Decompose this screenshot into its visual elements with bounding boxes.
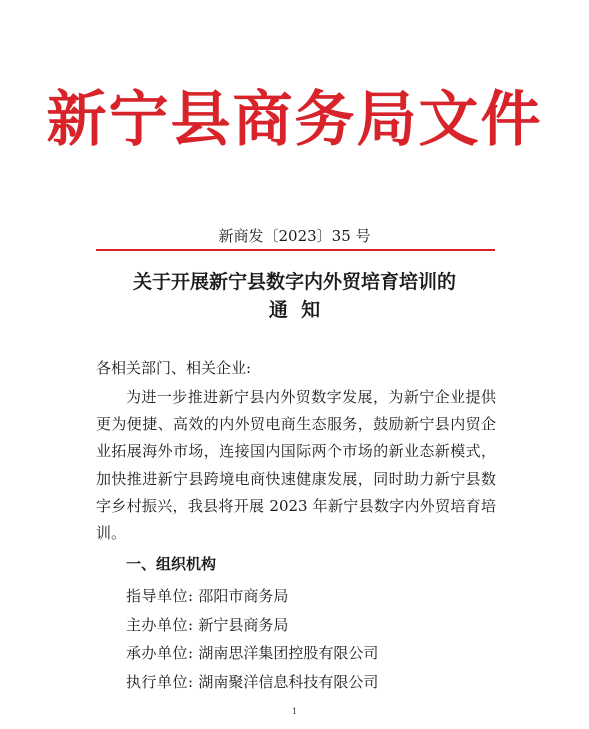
organization-value: 新宁县商务局	[198, 615, 289, 634]
document-masthead: 新宁县商务局文件	[46, 85, 543, 155]
organization-label: 主办单位:	[126, 615, 194, 634]
organization-label: 指导单位:	[126, 587, 194, 605]
red-divider-line	[96, 249, 495, 251]
document-number: 新商发〔2023〕35 号	[218, 227, 371, 245]
title-line-1: 关于开展新宁县数字内外贸培育培训的	[132, 271, 456, 293]
organization-row	[126, 582, 378, 611]
organization-list	[126, 582, 378, 696]
body-paragraph: 为进一步推进新宁县内外贸数字发展，为新宁企业提供更为便捷、高效的内外贸电商生态服务，鼓励新宁县内贸企业拓展海外市场，连接国内国际两个市场的新业态新模式，加快推进新宁县跨境电商快速健康发展，同时助力新宁县数字乡村振兴，我县将开展 2023 年新宁县数字内外贸培育培训。	[96, 388, 496, 543]
organization-row	[126, 668, 378, 697]
document-title	[0, 268, 589, 324]
page-number: 1	[291, 707, 298, 716]
organization-label: 执行单位:	[126, 672, 194, 691]
organization-value: 湖南聚洋信息科技有限公司	[198, 672, 379, 691]
organization-value: 邵阳市商务局	[198, 587, 289, 605]
salutation: 各相关部门、相关企业:	[96, 359, 252, 377]
organization-row	[126, 611, 378, 640]
organization-row	[126, 639, 378, 668]
section-heading: 一、组织机构	[126, 555, 217, 573]
organization-value: 湖南思洋集团控股有限公司	[198, 644, 379, 662]
title-line-2: 通 知	[268, 299, 321, 321]
organization-label: 承办单位:	[126, 644, 194, 662]
